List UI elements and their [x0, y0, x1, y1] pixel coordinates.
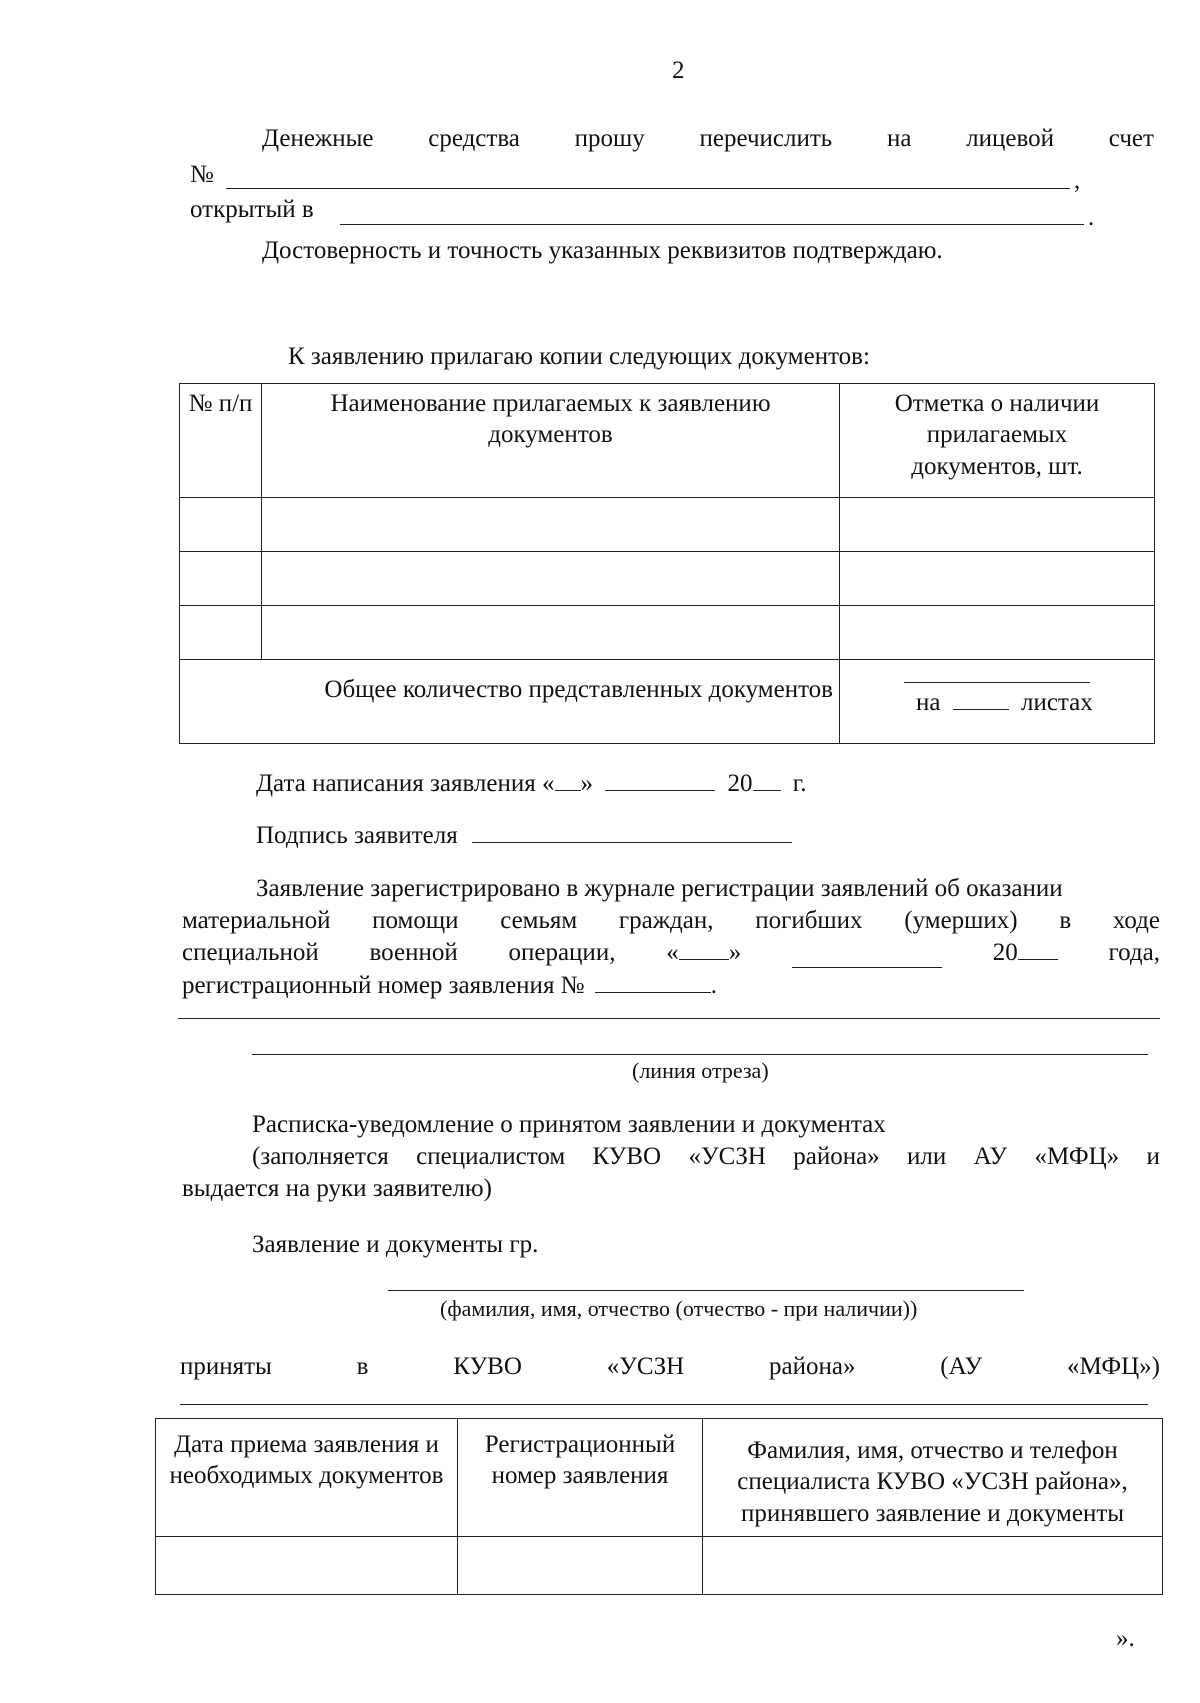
- opened-in-end: .: [1088, 204, 1095, 231]
- word: в: [356, 1353, 369, 1380]
- row-num-cell[interactable]: [180, 498, 262, 552]
- word: на: [886, 125, 912, 152]
- separator-line: [178, 1018, 1160, 1019]
- word: (АУ: [940, 1353, 983, 1380]
- signature-field[interactable]: [472, 820, 792, 843]
- col-name-header: Наименование прилагаемых к заявлению документов: [262, 384, 840, 498]
- sheets-label: листах: [1020, 689, 1093, 716]
- word: или: [907, 1143, 947, 1170]
- table-row: [180, 552, 1155, 606]
- total-row: [180, 660, 1155, 744]
- word: погибших: [755, 907, 863, 934]
- receipt-header-row: [156, 1419, 1163, 1537]
- registration-month-field[interactable]: [792, 945, 942, 968]
- registration-day-group: [666, 937, 741, 968]
- cut-line: [252, 1054, 1148, 1055]
- registration-year-group: [993, 937, 1058, 968]
- word: перечислить: [699, 125, 833, 152]
- col-reg-header: Регистрационный номер заявления: [458, 1419, 703, 1537]
- registration-number-label: регистрационный номер заявления №: [182, 972, 585, 999]
- receipt-title: Расписка-уведомление о принятом заявлении и документах: [252, 1111, 886, 1138]
- date-month-field[interactable]: [605, 768, 715, 791]
- word: граждан,: [618, 907, 714, 934]
- col-mark-header: Отметка о наличии прилагаемых документов, шт.: [840, 384, 1155, 498]
- attachments-intro: К заявлению прилагаю копии следующих документов:: [288, 343, 870, 370]
- application-date-line: [256, 768, 806, 799]
- date-year-field[interactable]: [753, 768, 781, 791]
- row-num-cell[interactable]: [180, 606, 262, 660]
- word: Денежные: [262, 125, 374, 152]
- word: помощи: [372, 907, 459, 934]
- account-label: №: [190, 161, 214, 188]
- word: прошу: [574, 125, 645, 152]
- fio-caption: (фамилия, имя, отчество (отчество - при наличии)): [440, 1296, 918, 1321]
- cut-line-label: (линия отреза): [632, 1058, 769, 1083]
- attachments-header-row: [180, 384, 1155, 498]
- year-end: года,: [1108, 939, 1160, 966]
- row-name-cell[interactable]: [262, 498, 840, 552]
- row-name-cell[interactable]: [262, 606, 840, 660]
- open-quote: «: [666, 939, 679, 966]
- registration-line3: [182, 938, 1160, 968]
- receipt-note-line: [252, 1142, 1160, 1172]
- word: «МФЦ»: [1034, 1143, 1120, 1170]
- sheets-count-field[interactable]: [953, 687, 1009, 710]
- attachments-table: [179, 383, 1155, 744]
- docs-of-label: Заявление и документы гр.: [252, 1231, 539, 1258]
- registration-line1: Заявление зарегистрировано в журнале регистрации заявлений об оказании: [256, 875, 1063, 902]
- row-num-cell[interactable]: [180, 552, 262, 606]
- close-quote: »: [728, 939, 742, 966]
- opened-in-label: открытый в: [190, 196, 314, 223]
- opened-in-field[interactable]: [340, 224, 1084, 225]
- closing-mark: ».: [1116, 1625, 1135, 1652]
- word: района»: [769, 1353, 856, 1380]
- word: военной: [369, 939, 458, 966]
- registration-day-field[interactable]: [679, 937, 729, 960]
- money-request-line: [262, 124, 1154, 154]
- receipt-note-line2: выдается на руки заявителю): [182, 1175, 492, 1202]
- word: «МФЦ»): [1066, 1353, 1160, 1380]
- confirm-text: Достоверность и точность указанных реквизитов подтверждаю.: [262, 237, 943, 264]
- word: АУ: [973, 1143, 1008, 1170]
- registration-line4: [182, 970, 717, 1001]
- word: (заполняется: [252, 1143, 389, 1170]
- word: КУВО: [453, 1353, 522, 1380]
- account-end: ,: [1074, 167, 1081, 194]
- word: (умерших): [904, 907, 1018, 934]
- registration-number-field[interactable]: [595, 970, 711, 993]
- row-mark-cell[interactable]: [840, 606, 1155, 660]
- word: счет: [1108, 125, 1154, 152]
- word: операции,: [508, 939, 616, 966]
- word: приняты: [180, 1353, 272, 1380]
- on-label: на: [916, 689, 941, 716]
- date-day-field[interactable]: [555, 768, 581, 791]
- word: «УСЗН: [688, 1143, 766, 1170]
- row-name-cell[interactable]: [262, 552, 840, 606]
- receipt-reg-cell[interactable]: [458, 1537, 703, 1595]
- account-number-field[interactable]: [226, 188, 1070, 189]
- table-row: [180, 606, 1155, 660]
- word: и: [1146, 1143, 1160, 1170]
- registration-year-field[interactable]: [1018, 937, 1058, 960]
- date-year-prefix: 20: [727, 770, 753, 797]
- total-value-cell: [840, 660, 1155, 744]
- word: лицевой: [966, 125, 1054, 152]
- date-year-suffix: г.: [792, 770, 807, 797]
- word: района»: [793, 1143, 880, 1170]
- year-prefix: 20: [992, 939, 1018, 966]
- signature-label: Подпись заявителя: [256, 822, 458, 849]
- receipt-table: [155, 1418, 1163, 1595]
- word: ходе: [1112, 907, 1160, 934]
- total-label-cell: Общее количество представленных документов: [180, 660, 840, 744]
- word: в: [1059, 907, 1072, 934]
- word: специалистом: [416, 1143, 566, 1170]
- accepted-line: [180, 1352, 1160, 1382]
- row-mark-cell[interactable]: [840, 552, 1155, 606]
- page-number: 2: [672, 57, 685, 84]
- total-count-field[interactable]: [904, 682, 1090, 683]
- word: средства: [428, 125, 520, 152]
- signature-line: [256, 820, 792, 851]
- word: «УСЗН: [606, 1353, 685, 1380]
- table-row: [156, 1537, 1163, 1595]
- registration-line2: [182, 906, 1160, 936]
- applicant-fio-field[interactable]: [388, 1290, 1024, 1291]
- col-spec-header: Фамилия, имя, отчество и телефон специалиста КУВО «УСЗН района», принявшего заявление и документы: [703, 1419, 1163, 1537]
- col-date-header: Дата приема заявления и необходимых документов: [156, 1419, 458, 1537]
- accepted-field[interactable]: [180, 1404, 1148, 1405]
- word: специальной: [182, 939, 319, 966]
- registration-number-end: .: [710, 972, 718, 999]
- col-num-header: № п/п: [180, 384, 262, 498]
- receipt-date-cell[interactable]: [156, 1537, 458, 1595]
- word: КУВО: [592, 1143, 662, 1170]
- word: материальной: [182, 907, 331, 934]
- receipt-spec-cell[interactable]: [703, 1537, 1163, 1595]
- date-close-quote: »: [580, 770, 594, 797]
- table-row: [180, 498, 1155, 552]
- word: семьям: [500, 907, 578, 934]
- row-mark-cell[interactable]: [840, 498, 1155, 552]
- application-date-label: Дата написания заявления «: [256, 770, 555, 797]
